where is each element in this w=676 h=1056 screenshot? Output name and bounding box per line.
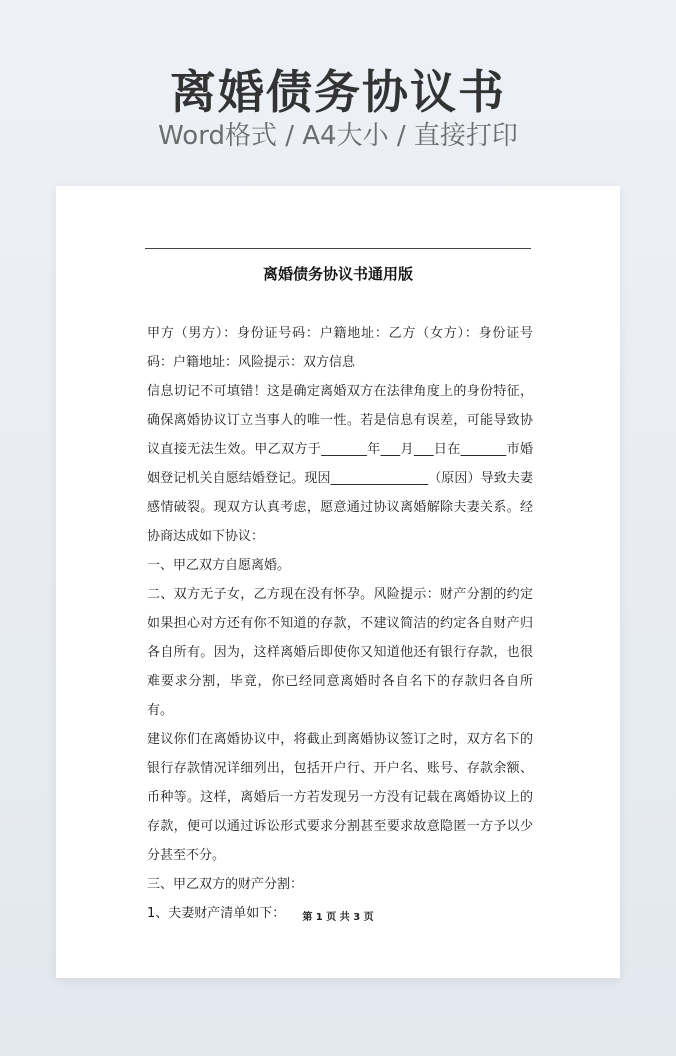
paragraph-deposit-advice: 建议你们在离婚协议中，将截止到离婚协议签订之时，双方名下的银行存款情况详细列出，包括开户行、开户名、账号、存款余额、币种等。这样，离婚后一方若发现另一方没有记载在离婚协议上的存款，便可以通过诉讼形式要求分割甚至要求故意隐匿一方予以少分甚至不分。 — [147, 732, 533, 863]
paragraph-info-warning: 信息切记不可填错！这是确定离婚双方在法律角度上的身份特征，确保离婚协议订立当事人的唯一性。若是信息有误差，可能导致协议直接无法生效。甲乙双方于_______年___月___日在_______市婚姻登记机关自愿结婚登记。现因_______________（原因）导致夫妻感情破裂。现双方认真考虑，愿意通过协议离婚解除夫妻关系。经协商达成如下协议： — [147, 384, 533, 544]
banner-title: 离婚债务协议书 — [170, 65, 506, 119]
paragraph-clause-1: 一、甲乙双方自愿离婚。 — [147, 558, 291, 573]
document-page — [56, 186, 620, 978]
banner-subtitle: Word格式 / A4大小 / 直接打印 — [158, 121, 518, 151]
paragraph-clause-3: 三、甲乙双方的财产分割： — [147, 877, 304, 892]
document-title: 离婚债务协议书通用版 — [262, 265, 413, 283]
paragraph-property-list: 1、夫妻财产清单如下： — [147, 906, 286, 921]
page-footer: 第 1 页 共 3 页 — [302, 912, 374, 923]
document-body — [147, 319, 533, 928]
paragraph-parties: 甲方（男方）：身份证号码：户籍地址：乙方（女方）：身份证号码：户籍地址：风险提示：双方信息 — [147, 326, 533, 370]
paragraph-clause-2: 二、双方无子女，乙方现在没有怀孕。风险提示：财产分割的约定如果担心对方还有你不知道的存款，不建议简洁的约定各自财产归各自所有。因为，这样离婚后即使你又知道他还有银行存款，也很难要求分割，毕竟，你已经同意离婚时各自名下的存款归各自所有。 — [147, 587, 533, 718]
header-rule — [145, 248, 531, 249]
